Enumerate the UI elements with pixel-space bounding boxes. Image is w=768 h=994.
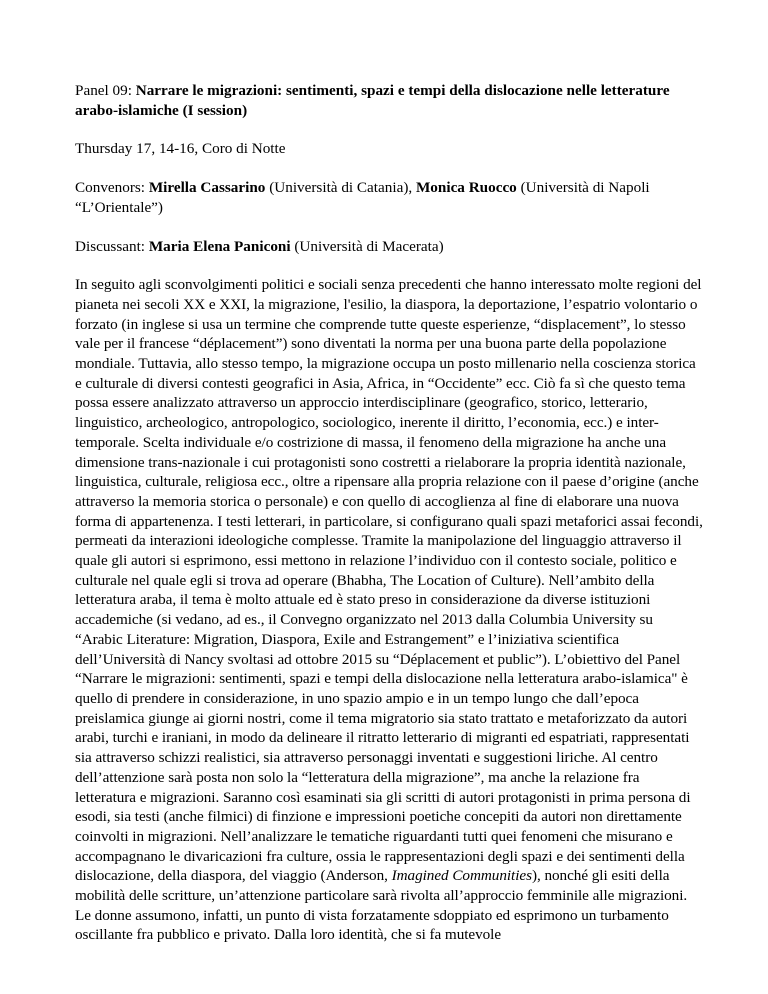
panel-title: Narrare le migrazioni: sentimenti, spazi e tempi della dislocazione nelle letterature arabo-islamiche (I session) xyxy=(75,82,670,119)
convenors-label: Convenors: xyxy=(75,179,149,197)
panel-label: Panel 09: xyxy=(75,82,136,99)
convenor-name: Mirella Cassarino xyxy=(148,179,266,197)
panel-heading xyxy=(75,81,703,120)
document-page xyxy=(75,81,703,945)
session-schedule: Thursday 17, 14-16, Coro di Notte xyxy=(75,140,286,158)
cited-work-title: Imagined Communities xyxy=(391,867,532,885)
discussant-name: Maria Elena Paniconi xyxy=(148,237,291,255)
convenors-line xyxy=(75,178,703,217)
abstract-text: ), nonché gli esiti della mobilità delle scritture, un’attenzione particolare sarà rivolta all’approccio femminile alle migrazioni. Le donne assumono, infatti, un punto di vista forzatamente sdoppiato ed esprimono un turbamento oscillante fra pubblico e privato. Dalla loro identità, che si fa mutevole xyxy=(75,867,688,944)
convenor-affiliation: (Università di Napoli “L’Orientale”) xyxy=(75,179,650,216)
discussant-line xyxy=(75,237,703,257)
abstract-text: In seguito agli sconvolgimenti politici e sociali senza precedenti che hanno interessato molte regioni del pianeta nei secoli XX e XXI, la migrazione, l'esilio, la diaspora, la deportazione, l’espatrio volontario o forzato (in inglese si usa un termine che comprende tutte queste esperienze, “displacement”, lo stesso vale per il francese “déplacement”) sono diventati la norma per una buona parte della popolazione mondiale. Tuttavia, allo stesso tempo, la migrazione occupa un posto millenario nella coscienza storica e culturale di diversi contesti geografici in Asia, Africa, in “Occidente” ecc. Ciò fa sì che questo tema possa essere analizzato attraverso un approccio interdisciplinare (geografico, storico, letterario, linguistico, archeologico, antropologico, sociologico, inerente il diritto, l’economia, ecc.) e inter-temporale. Scelta individuale e/o costrizione di massa, il fenomeno della migrazione ha anche una dimensione trans-nazionale i cui protagonisti sono costretti a rielaborare la propria identità nazionale, linguistica, culturale, religiosa ecc., oltre a ripensare alla propria relazione con il paese d’origine (anche attraverso la memoria storica o personale) e con quello di accoglienza al fine di elaborare una nuova forma di appartenenza. I testi letterari, in particolare, si configurano quali spazi metaforici assai fecondi, permeati da interazioni ideologiche complesse. Tramite la manipolazione del linguaggio attraverso il quale gli autori si esprimono, essi mettono in relazione l’individuo con il contesto sociale, politico e culturale nel quale egli si trova ad operare (Bhabha, The Location of Culture). Nell’ambito della letteratura araba, il tema è molto attuale ed è stato preso in considerazione da diverse istituzioni accademiche (si vedano, ad es., il Convegno organizzato nel 2013 dalla Columbia University su “Arabic Literature: Migration, Diaspora, Exile and Estrangement” e l’iniziativa scientifica dell’Università di Nancy svoltasi ad ottobre 2015 su “Déplacement et public”). L’obiettivo del Panel “Narrare le migrazioni: sentimenti, spazi e tempi della dislocazione nella letteratura arabo-islamica" è quello di prendere in considerazione, in uno spazio ampio e in un tempo lungo che dall’epoca preislamica giunge ai giorni nostri, come il tema migratorio sia stato trattato e metaforizzato da autori arabi, turchi e iraniani, in modo da delineare il ritratto letterario di migranti ed espatriati, rappresentati sia attraverso schizzi realistici, sia attraverso personaggi inventati e suggestioni liriche. Al centro dell’attenzione sarà posta non solo la “letteratura della migrazione”, ma anche la relazione fra letteratura e migrazioni. Saranno così esaminati sia gli scritti di autori protagonisti in prima persona di esodi, sia testi (anche filmici) di finzione e impressioni poetiche concepiti da autori non direttamente coinvolti in migrazioni. Nell’analizzare le tematiche riguardanti tutti quei fenomeni che misurano e accompagnano le divaricazioni fra culture, ossia le rappresentazioni degli spazi e dei sentimenti della dislocazione, della diaspora, del viaggio (Anderson, xyxy=(75,276,703,885)
discussant-affiliation: (Università di Macerata) xyxy=(290,237,444,255)
discussant-label: Discussant: xyxy=(75,237,149,255)
abstract-paragraph xyxy=(75,275,703,945)
convenor-affiliation: (Università di Catania), xyxy=(265,179,416,197)
convenor-name: Monica Ruocco xyxy=(415,179,517,197)
